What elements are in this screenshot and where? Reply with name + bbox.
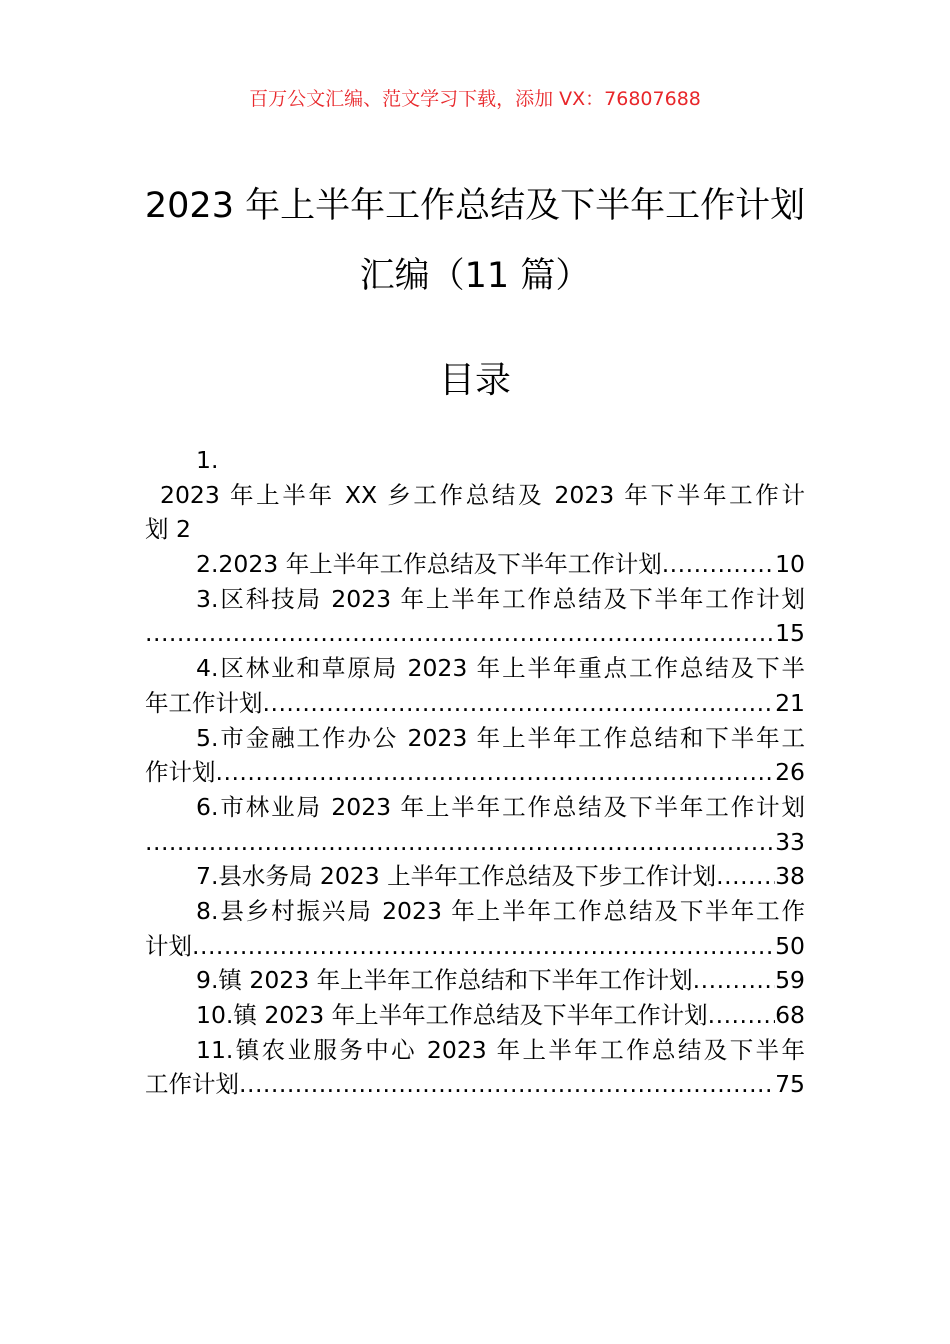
toc-dot-leader [716,859,775,894]
toc-dot-leader [145,616,775,651]
toc-page-number: 59 [775,966,805,995]
toc-entry-line[interactable] [145,998,805,1033]
toc-page-number: 10 [775,550,805,579]
toc-dot-leader [216,755,776,790]
toc-entry-line[interactable] [145,721,805,756]
toc-entry-line[interactable] [145,651,805,686]
toc-entry-text: 作计划 [145,758,216,787]
table-of-contents [145,443,805,1102]
toc-entry-line[interactable] [145,790,805,825]
toc-entry-text: 7.县水务局 2023 上半年工作总结及下步工作计划 [196,862,717,891]
toc-entry-text: 10.镇 2023 年上半年工作总结及下半年工作计划 [196,1001,708,1029]
toc-entry-line[interactable] [145,686,805,721]
toc-entry-text: 4.区林业和草原局 2023 年上半年重点工作总结及下半 [196,654,805,683]
toc-entry-line[interactable] [145,443,805,478]
toc-entry-text: 9.镇 2023 年上半年工作总结和下半年工作计划 [196,966,693,995]
toc-entry-line[interactable] [145,825,805,860]
toc-entry-line[interactable] [145,547,805,582]
toc-entry-text: 1. [196,446,219,474]
toc-entry-text: 年工作计划 [145,688,263,717]
toc-entry-text: 工作计划 [145,1070,239,1099]
toc-dot-leader [192,929,775,964]
toc-dot-leader [145,825,775,860]
toc-entry-text: 计划 [145,931,192,960]
toc-entry-line[interactable] [145,929,805,964]
toc-page-number: 68 [775,1001,805,1029]
toc-entry-text: 2.2023 年上半年工作总结及下半年工作计划 [196,550,662,579]
toc-entry-line[interactable] [145,963,805,998]
toc-entry-line[interactable] [145,1033,805,1068]
toc-page-number: 33 [775,827,805,856]
toc-page-number: 38 [775,862,805,891]
toc-page-number: 50 [775,931,805,960]
toc-entry-line[interactable] [145,616,805,651]
toc-entry-text: 11.镇农业服务中心 2023 年上半年工作总结及下半年 [196,1035,805,1064]
toc-entry-text: 3.区科技局 2023 年上半年工作总结及下半年工作计划 [196,584,805,613]
toc-dot-leader [239,1067,775,1102]
toc-entry-line[interactable] [145,894,805,929]
toc-page-number: 75 [775,1070,805,1099]
toc-entry-text: 划 2 [145,515,191,544]
document-title-line1: 2023 年上半年工作总结及下半年工作计划 [144,186,806,226]
toc-entry-text: 8.县乡村振兴局 2023 年上半年工作总结及下半年工作 [196,896,805,925]
toc-entry-text: 6.市林业局 2023 年上半年工作总结及下半年工作计划 [196,792,805,821]
watermark-banner: 百万公文汇编、范文学习下载，添加 VX：76807688 [249,88,701,110]
toc-heading: 目录 [438,360,511,401]
toc-page-number: 21 [775,688,805,717]
toc-entry-text: 5.市金融工作办公 2023 年上半年工作总结和下半年工 [196,723,805,752]
toc-dot-leader [708,998,775,1033]
toc-entry-line[interactable] [145,582,805,617]
toc-page-number: 15 [775,619,805,648]
toc-entry-line[interactable] [145,1067,805,1102]
toc-entry-line[interactable] [145,478,805,513]
toc-entry-line[interactable] [145,512,805,547]
toc-dot-leader [693,963,775,998]
document-title-line2: 汇编（11 篇） [359,256,591,296]
toc-page-number: 26 [775,758,805,787]
toc-entry-line[interactable] [145,755,805,790]
toc-dot-leader [263,686,776,721]
toc-entry-text: 2023 年上半年 XX 乡工作总结及 2023 年下半年工作计 [160,480,805,509]
toc-entry-line[interactable] [145,859,805,894]
toc-dot-leader [662,547,775,582]
